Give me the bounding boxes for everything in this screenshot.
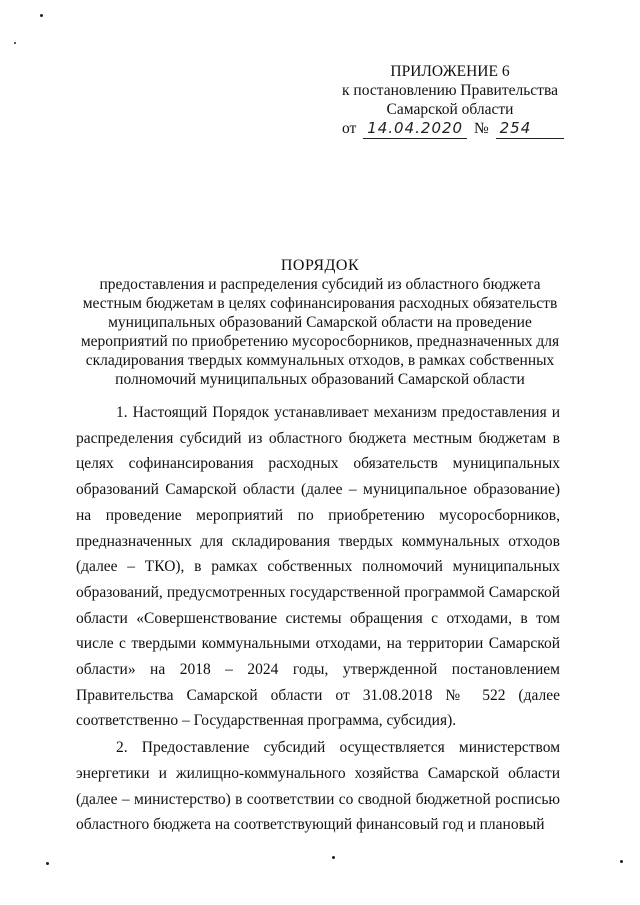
number-prefix: № [473, 120, 489, 137]
scan-speck [620, 860, 623, 863]
appendix-line-2: Самарской области [386, 101, 514, 118]
document-subtitle: предоставления и распределения субсидий из областного бюджета местным бюджетам в целях софинансирования расходных обязательств муниципальных образований Самарской области на проведение мероприятий по приобретению мусоросборников, предназначенных для складирования твердых коммунальных отходов, в рамках собственных полномочий муниципальных образований Самарской области [80, 276, 560, 388]
handwritten-number: 254 [496, 119, 564, 139]
scan-speck [46, 862, 49, 865]
handwritten-date: 14.04.2020 [363, 119, 467, 139]
document-body [76, 400, 560, 838]
paragraph-2: 2. Предоставление субсидий осуществляется министерством энергетики и жилищно-коммунального хозяйства Самарской области (далее – министерство) в соответствии со сводной бюджетной росписью областного бюджета на соответствующий финансовый год и плановый [76, 739, 560, 834]
document-heading: ПОРЯДОК [280, 257, 360, 274]
paragraph-1: 1. Настоящий Порядок устанавливает механизм предоставления и распределения субсидий из областного бюджета местным бюджетам в целях софинансирования расходных обязательств муниципальных образований Самарской области (далее – муниципальное образование) на проведение мероприятий по приобретению мусоросборников, предназначенных для складирования твердых коммунальных отходов (далее – ТКО), в рамках собственных полномочий муниципальных образований, предусмотренных государственной программой Самарской области «Совершенствование системы обращения с отходами, в том числе с твердыми коммунальными отходами, на территории Самарской области» на 2018 – 2024 годы, утвержденной постановлением Правительства Самарской области от 31.08.2018 № 522 (далее соответственно – Государственная программа, субсидия). [76, 404, 560, 730]
date-prefix: от [342, 120, 357, 137]
appendix-date-line [330, 119, 570, 139]
scan-speck [40, 14, 43, 17]
scan-speck [14, 42, 16, 44]
appendix-line-1: к постановлению Правительства [342, 82, 558, 99]
document-title-block [80, 256, 560, 389]
scan-speck [332, 856, 335, 859]
appendix-header [330, 62, 570, 139]
appendix-title: ПРИЛОЖЕНИЕ 6 [390, 63, 510, 80]
